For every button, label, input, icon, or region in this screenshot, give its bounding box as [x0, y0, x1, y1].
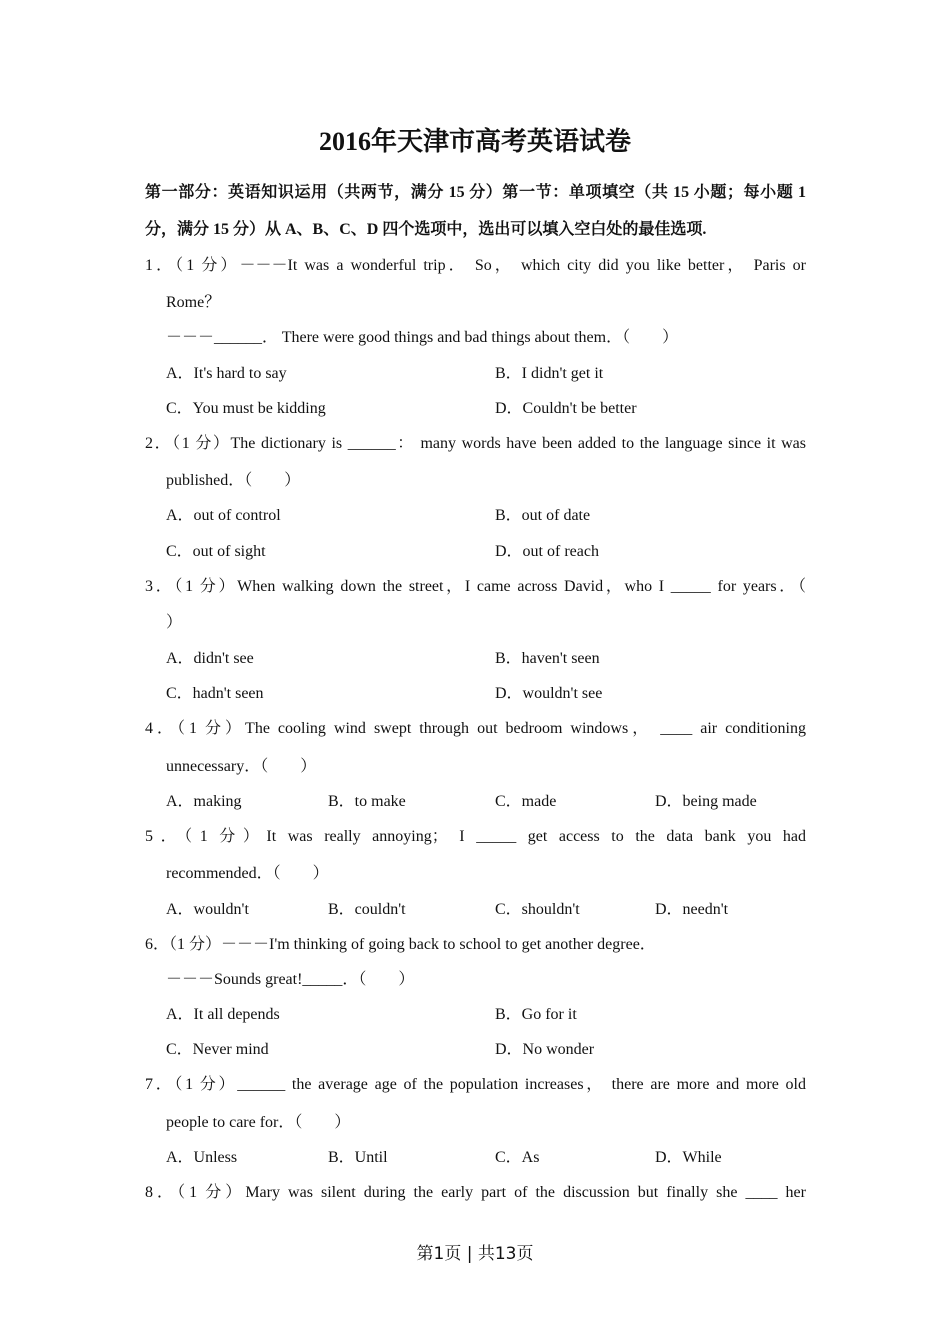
option-a: A．making	[166, 793, 242, 810]
question-stem: 7．（1 分）______ the average age of the population increases， there are more and more old	[145, 1076, 806, 1093]
question-stem: 5．（1 分）It was really annoying； I _____ get access to the data bank you had	[145, 828, 806, 845]
option-d: D．wouldn't see	[495, 685, 603, 702]
option-a: A．It's hard to say	[166, 365, 287, 382]
option-b: B．Until	[328, 1149, 388, 1166]
question-stem: people to care for．（ ）	[166, 1114, 351, 1131]
option-a: A．It all depends	[166, 1006, 280, 1023]
page-footer: 第1页 | 共13页	[416, 1244, 534, 1264]
option-d: D．Couldn't be better	[495, 400, 637, 417]
option-d: D．out of reach	[495, 543, 599, 560]
page-title: 2016年天津市高考英语试卷	[318, 127, 631, 156]
question-stem: recommended．（ ）	[166, 865, 329, 882]
option-c: C．shouldn't	[495, 901, 580, 918]
question-stem: 8．（1 分）Mary was silent during the early part of the discussion but finally she ____ her	[145, 1184, 806, 1201]
option-b: B．haven't seen	[495, 650, 600, 667]
question-stem: 4．（1 分）The cooling wind swept through out bedroom windows， ____ air conditioning	[145, 720, 806, 737]
option-a: A．out of control	[166, 507, 281, 524]
option-d: D．No wonder	[495, 1041, 595, 1058]
question-stem: Rome？	[166, 294, 221, 311]
option-d: D．being made	[655, 793, 757, 810]
question-stem: －－－Sounds great!_____．（ ）	[166, 971, 415, 988]
option-c: C．hadn't seen	[166, 685, 264, 702]
question-stem: ）	[166, 614, 183, 631]
option-d: D．While	[655, 1149, 722, 1166]
option-a: A．Unless	[166, 1149, 238, 1166]
option-b: B．couldn't	[328, 901, 406, 918]
option-b: B．Go for it	[495, 1006, 577, 1023]
option-c: C．out of sight	[166, 543, 266, 560]
instructions-line: 第一部分：英语知识运用（共两节，满分 15 分）第一节：单项填空（共 15 小题；每小题 1	[145, 184, 806, 201]
question-stem: 3．（1 分）When walking down the street，I came across David，who I _____ for years．（	[145, 578, 806, 595]
option-b: B．out of date	[495, 507, 591, 524]
question-stem: unnecessary．（ ）	[166, 758, 317, 775]
option-c: C．Never mind	[166, 1041, 269, 1058]
option-a: A．wouldn't	[166, 901, 249, 918]
option-b: B．I didn't get it	[495, 365, 604, 382]
question-stem: published．（ ）	[166, 472, 301, 489]
question-stem: 2．（1 分）The dictionary is ______： many words have been added to the language since it was	[145, 435, 806, 452]
option-c: C．You must be kidding	[166, 400, 326, 417]
option-c: C．made	[495, 793, 557, 810]
question-stem: 1．（1 分）－－－It was a wonderful trip． So， which city did you like better， Paris or	[145, 257, 806, 274]
option-b: B．to make	[328, 793, 406, 810]
question-stem: 6．（1 分）－－－I'm thinking of going back to school to get another degree．	[145, 936, 656, 953]
question-stem: －－－______． There were good things and bad things about them．（ ）	[166, 329, 679, 346]
option-c: C．As	[495, 1149, 540, 1166]
option-a: A．didn't see	[166, 650, 254, 667]
instructions-line: 分，满分 15 分）从 A、B、C、D 四个选项中，选出可以填入空白处的最佳选项.	[145, 221, 707, 238]
option-d: D．needn't	[655, 901, 729, 918]
